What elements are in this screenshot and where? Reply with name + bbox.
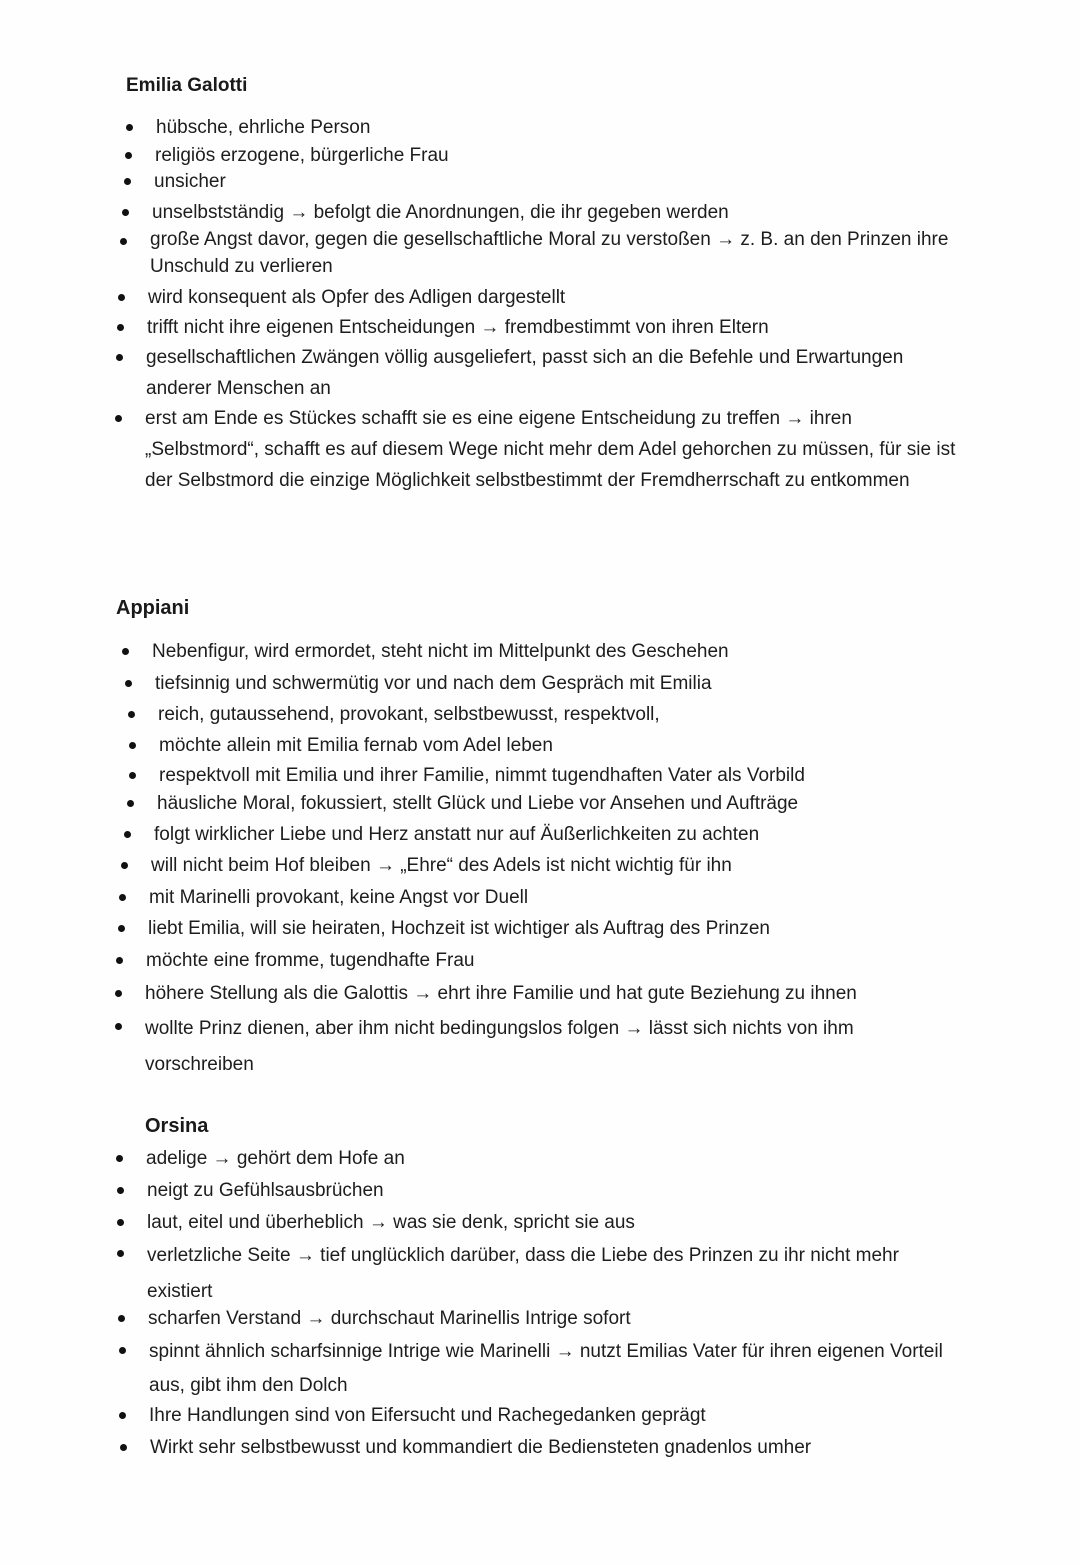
list-item xyxy=(152,636,952,667)
list-item xyxy=(159,730,959,761)
list-item-text: hübsche, ehrliche Person xyxy=(156,117,371,138)
list-item xyxy=(149,1335,964,1403)
list-item xyxy=(147,1175,967,1206)
section-heading: Emilia Galotti xyxy=(126,75,248,96)
list-item xyxy=(149,882,949,913)
list-item-text: tiefsinnig und schwermütig vor und nach dem Gespräch mit Emilia xyxy=(155,673,712,694)
bullet-icon xyxy=(119,1412,126,1419)
list-item xyxy=(150,226,965,280)
list-item xyxy=(146,1143,966,1174)
list-item xyxy=(145,978,945,1009)
list-item-text: Nebenfigur, wird ermordet, steht nicht im Mittelpunkt des Geschehen xyxy=(152,641,729,662)
bullet-icon xyxy=(122,209,129,216)
list-item xyxy=(154,166,974,197)
list-item-text: höhere Stellung als die Galottis → ehrt ihre Familie und hat gute Beziehung zu ihnen xyxy=(145,983,857,1004)
list-item xyxy=(148,1303,968,1334)
list-item xyxy=(147,1207,967,1238)
bullet-icon xyxy=(117,1187,124,1194)
bullet-icon xyxy=(117,324,124,331)
list-item-text: verletzliche Seite → tief unglücklich darüber, dass die Liebe des Prinzen zu ihr nicht mehr existiert xyxy=(147,1245,899,1302)
list-item xyxy=(146,945,946,976)
list-item-text: adelige → gehört dem Hofe an xyxy=(146,1148,405,1169)
list-item-text: neigt zu Gefühlsausbrüchen xyxy=(147,1180,384,1201)
bullet-icon xyxy=(127,800,134,807)
list-item-text: reich, gutaussehend, provokant, selbstbewusst, respektvoll, xyxy=(158,704,660,725)
list-item-text: spinnt ähnlich scharfsinnige Intrige wie Marinelli → nutzt Emilias Vater für ihren eigenen Vorteil aus, gibt ihm den Dolch xyxy=(149,1341,943,1396)
list-item xyxy=(149,1400,969,1431)
list-item-text: möchte eine fromme, tugendhafte Frau xyxy=(146,950,475,971)
bullet-icon xyxy=(121,862,128,869)
bullet-icon xyxy=(115,990,122,997)
bullet-icon xyxy=(120,238,127,245)
bullet-icon xyxy=(119,1347,126,1354)
list-item-text: möchte allein mit Emilia fernab vom Adel leben xyxy=(159,735,553,756)
bullet-icon xyxy=(116,354,123,361)
bullet-icon xyxy=(124,831,131,838)
section-heading: Appiani xyxy=(116,597,190,619)
bullet-icon xyxy=(117,1250,124,1257)
bullet-icon xyxy=(122,648,129,655)
bullet-icon xyxy=(125,152,132,159)
list-item xyxy=(145,1011,925,1083)
list-item xyxy=(150,1432,970,1463)
list-item-text: große Angst davor, gegen die gesellschaftliche Moral zu verstoßen → z. B. an den Prinzen ihre Unschuld zu verlieren xyxy=(150,229,949,277)
list-item xyxy=(158,699,958,730)
list-item xyxy=(157,788,957,819)
bullet-icon xyxy=(126,124,133,131)
list-item xyxy=(147,1238,962,1310)
list-item xyxy=(148,913,948,944)
list-item-text: wollte Prinz dienen, aber ihm nicht bedingungslos folgen → lässt sich nichts von ihm vorschreiben xyxy=(145,1018,854,1075)
bullet-icon xyxy=(128,711,135,718)
bullet-icon xyxy=(118,925,125,932)
bullet-icon xyxy=(125,680,132,687)
bullet-icon xyxy=(117,1219,124,1226)
list-item xyxy=(146,342,966,404)
list-item-text: erst am Ende es Stückes schafft sie es eine eigene Entscheidung zu treffen → ihren „Selbstmord“, schafft es auf diesem Wege nicht mehr dem Adel gehorchen zu müssen, für sie ist der Selbstmord die einzige Möglichkeit selbstbestimmt der Fremdherrschaft zu entkommen xyxy=(145,408,956,491)
bullet-icon xyxy=(129,742,136,749)
list-item-text: Ihre Handlungen sind von Eifersucht und Rachegedanken geprägt xyxy=(149,1405,706,1426)
list-item-text: trifft nicht ihre eigenen Entscheidungen → fremdbestimmt von ihren Eltern xyxy=(147,317,769,338)
list-item xyxy=(155,668,955,699)
bullet-icon xyxy=(116,1155,123,1162)
list-item-text: unsicher xyxy=(154,171,226,192)
bullet-icon xyxy=(124,178,131,185)
list-item xyxy=(154,819,954,850)
list-item-text: folgt wirklicher Liebe und Herz anstatt nur auf Äußerlichkeiten zu achten xyxy=(154,824,760,845)
bullet-icon xyxy=(115,1023,122,1030)
list-item-text: wird konsequent als Opfer des Adligen dargestellt xyxy=(148,287,566,308)
list-item xyxy=(147,312,967,343)
list-item-text: unselbstständig → befolgt die Anordnungen, die ihr gegeben werden xyxy=(152,202,729,223)
list-item-text: häusliche Moral, fokussiert, stellt Glück und Liebe vor Ansehen und Aufträge xyxy=(157,793,799,814)
list-item xyxy=(151,850,951,881)
list-item-text: respektvoll mit Emilia und ihrer Familie, nimmt tugendhaften Vater als Vorbild xyxy=(159,765,805,786)
bullet-icon xyxy=(119,894,126,901)
bullet-icon xyxy=(115,415,122,422)
list-item xyxy=(148,282,968,313)
list-item-text: will nicht beim Hof bleiben → „Ehre“ des Adels ist nicht wichtig für ihn xyxy=(151,855,732,876)
bullet-icon xyxy=(120,1444,127,1451)
bullet-icon xyxy=(118,1315,125,1322)
list-item-text: laut, eitel und überheblich → was sie denk, spricht sie aus xyxy=(147,1212,635,1233)
list-item xyxy=(145,403,960,496)
list-item-text: religiös erzogene, bürgerliche Frau xyxy=(155,145,449,166)
list-item xyxy=(152,197,972,228)
list-item xyxy=(159,760,959,791)
list-item-text: mit Marinelli provokant, keine Angst vor Duell xyxy=(149,887,529,908)
list-item-text: scharfen Verstand → durchschaut Marinellis Intrige sofort xyxy=(148,1308,631,1329)
bullet-icon xyxy=(116,957,123,964)
list-item-text: liebt Emilia, will sie heiraten, Hochzeit ist wichtiger als Auftrag des Prinzen xyxy=(148,918,770,939)
list-item xyxy=(156,112,976,143)
bullet-icon xyxy=(118,294,125,301)
list-item-text: gesellschaftlichen Zwängen völlig ausgeliefert, passt sich an die Befehle und Erwartungen anderer Menschen an xyxy=(146,347,904,399)
bullet-icon xyxy=(129,772,136,779)
list-item-text: Wirkt sehr selbstbewusst und kommandiert die Bediensteten gnadenlos umher xyxy=(150,1437,812,1458)
section-heading: Orsina xyxy=(145,1115,209,1137)
